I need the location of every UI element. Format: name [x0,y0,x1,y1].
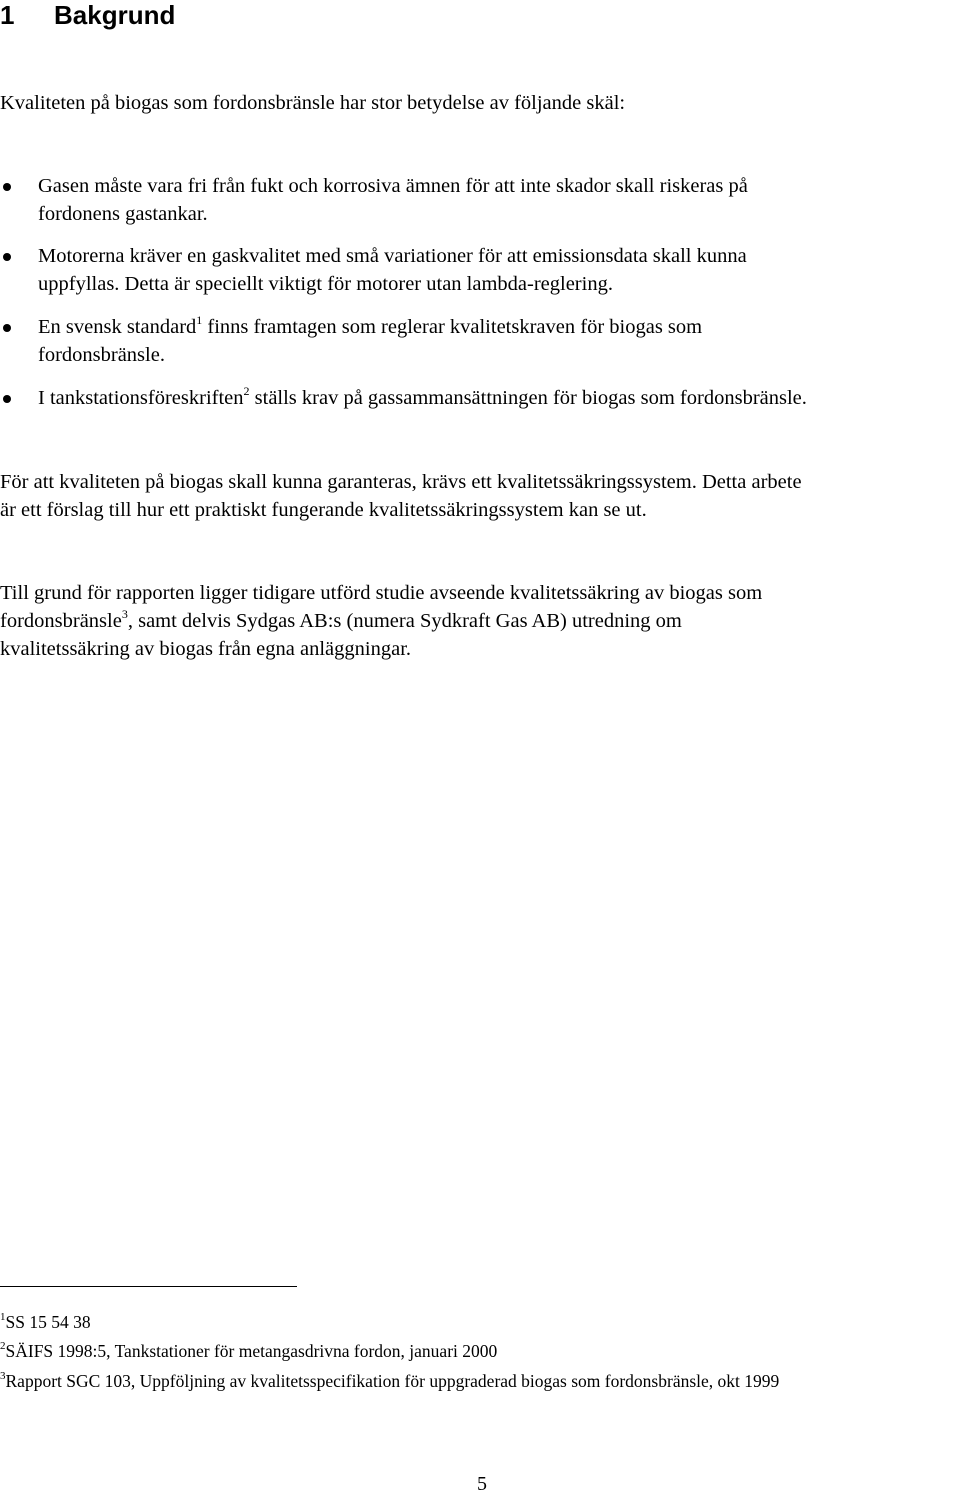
list-item-text: En svensk standard [38,316,197,338]
footnote [0,1370,779,1392]
bullet-icon [3,183,11,191]
footnote-text: SS 15 54 38 [5,1312,91,1332]
footnote-ref: 1 [196,313,203,328]
bullet-icon [3,324,11,332]
list-item-line: Motorerna kräver en gaskvalitet med små variationer för att emissionsdata skall kunna [38,245,747,267]
list-item-line: fordonsbränsle. [38,344,165,366]
paragraph-line [0,607,762,635]
body-paragraph [0,579,762,663]
list-item-line: uppfyllas. Detta är speciellt viktigt för motorer utan lambda-reglering. [38,273,613,295]
footnote-mark: 3 [0,1370,6,1383]
paragraph-line: kvalitetssäkring av biogas från egna anläggningar. [0,638,412,660]
body-paragraph [0,468,802,524]
footnote-text: SÄIFS 1998:5, Tankstationer för metangasdrivna fordon, januari 2000 [5,1341,498,1361]
footnote [0,1311,91,1333]
footnote-divider [0,1286,297,1287]
paragraph-line: Till grund för rapporten ligger tidigare utförd studie avseende kvalitetssäkring av biogas som [0,582,763,604]
intro-paragraph: Kvaliteten på biogas som fordonsbränsle har stor betydelse av följande skäl: [0,92,626,114]
footnote [0,1340,497,1362]
footnote-ref: 2 [243,384,250,399]
footnote-ref: 3 [121,607,128,622]
list-item-line [38,384,807,412]
list-item-text: ställs krav på gassammansättningen för biogas som fordonsbränsle. [249,387,807,409]
list-item-line: fordonens gastankar. [38,203,208,225]
section-title: Bakgrund [54,0,176,30]
footnote-mark: 2 [0,1340,6,1353]
footnote-text: Rapport SGC 103, Uppföljning av kvalitetsspecifikation för uppgraderad biogas som fordonsbränsle, okt 1999 [5,1371,780,1391]
section-heading [0,0,175,30]
list-item-text: finns framtagen som reglerar kvalitetskraven för biogas som [202,316,703,338]
paragraph-text: fordonsbränsle [0,610,122,632]
bullet-icon [3,253,11,261]
paragraph-line: är ett förslag till hur ett praktiskt fungerande kvalitetssäkringssystem kan se ut. [0,499,647,521]
paragraph-text: , samt delvis Sydgas AB:s (numera Sydkraft Gas AB) utredning om [127,610,682,632]
list-item-line [38,313,702,341]
bullet-icon [3,395,11,403]
footnote-mark: 1 [0,1311,6,1324]
section-number: 1 [0,0,15,30]
list-item-text: I tankstationsföreskriften [38,387,244,409]
page-number: 5 [477,1473,487,1495]
list-item-line: Gasen måste vara fri från fukt och korrosiva ämnen för att inte skador skall riskeras på [38,175,748,197]
paragraph-line: För att kvaliteten på biogas skall kunna garanteras, krävs ett kvalitetssäkringssystem. Detta arbete [0,471,802,493]
